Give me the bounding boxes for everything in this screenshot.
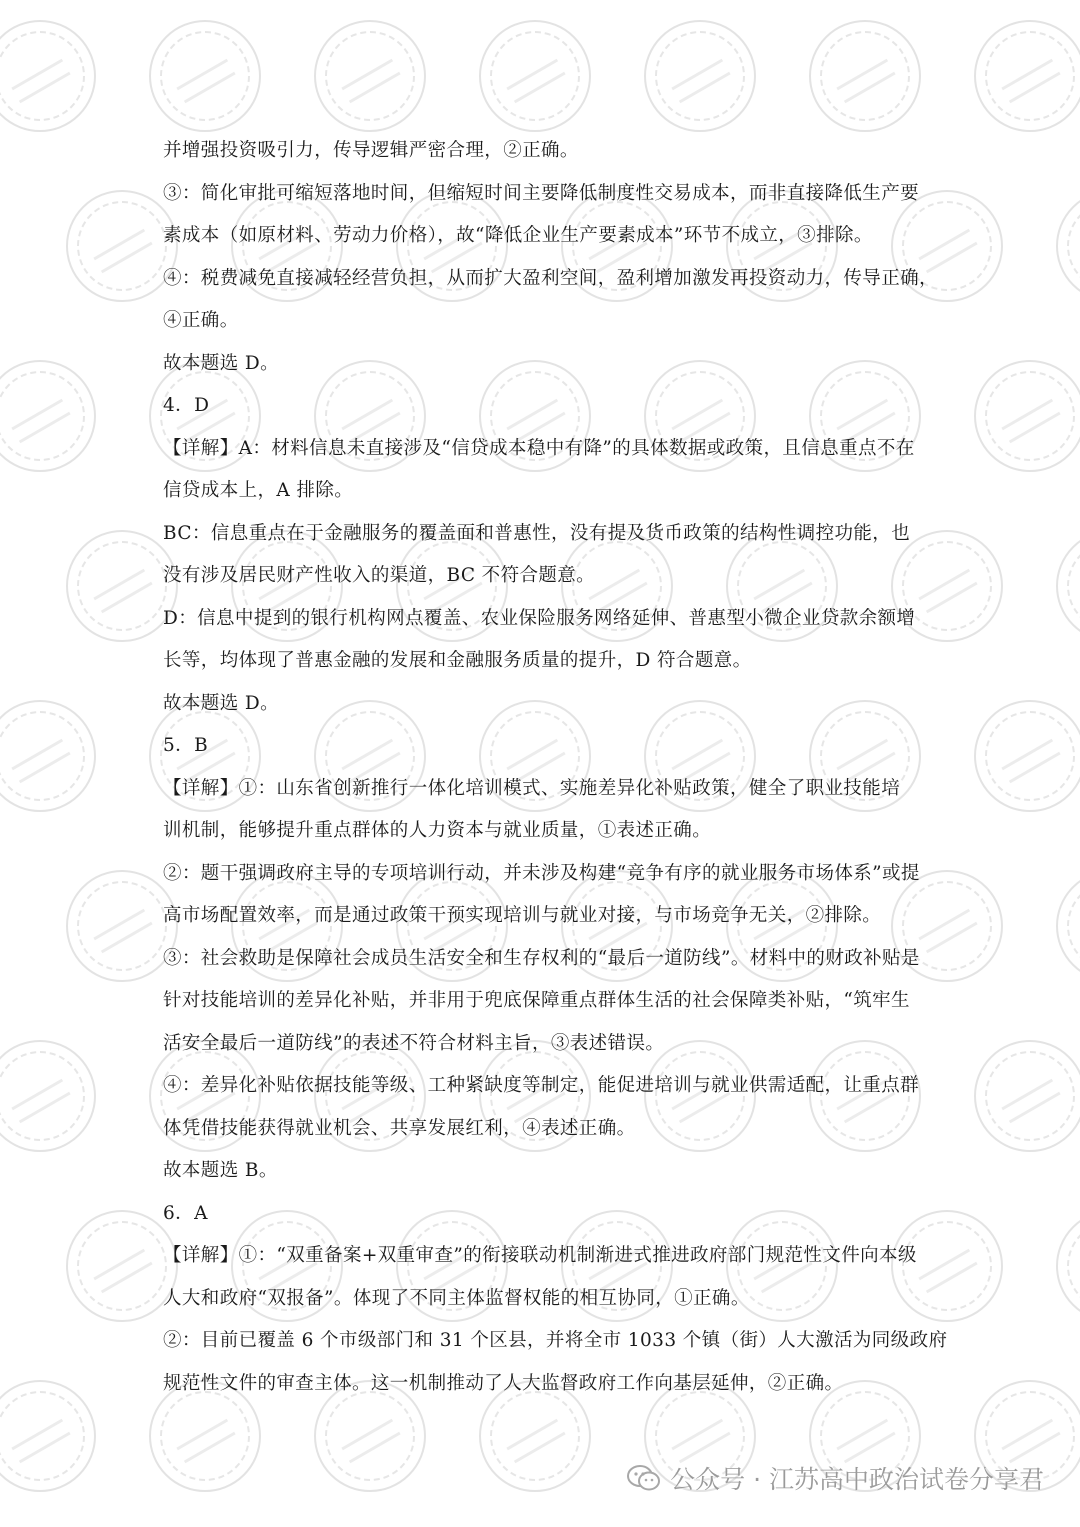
seal-stamp-icon: [1056, 870, 1080, 982]
text-line: ②：目前已覆盖 6 个市级部门和 31 个区县，并将全市 1033 个镇（街）人大激活为同级政府: [163, 1330, 948, 1351]
text-line: 故本题选 D。: [163, 352, 280, 374]
seal-stamp-icon: [974, 700, 1080, 812]
seal-stamp-icon: [644, 20, 756, 132]
text-line: 故本题选 B。: [163, 1160, 278, 1181]
text-line: 素成本（如原材料、劳动力价格），故“降低企业生产要素成本”环节不成立，③排除。: [163, 225, 873, 246]
seal-stamp-icon: [149, 20, 261, 132]
text-line: ④：差异化补贴依据技能等级、工种紧缺度等制定，能促进培训与就业供需适配，让重点群: [163, 1075, 920, 1096]
text-line: ③：简化审批可缩短落地时间，但缩短时间主要降低制度性交易成本，而非直接降低生产要: [163, 182, 920, 204]
text-line: 活安全最后一道防线”的表述不符合材料主旨，③表述错误。: [163, 1032, 665, 1054]
wechat-icon: [626, 1463, 662, 1493]
footer-brand: [626, 1460, 1044, 1496]
text-line: 体凭借技能获得就业机会、共享发展红利，④表述正确。: [163, 1117, 636, 1139]
seal-stamp-icon: [66, 1210, 178, 1322]
seal-stamp-icon: [1056, 1210, 1080, 1322]
text-line: 5．B: [163, 735, 209, 756]
text-line: D：信息中提到的银行机构网点覆盖、农业保险服务网络延伸、普惠型小微企业贷款余额增: [163, 607, 916, 629]
text-line: 4．D: [163, 395, 210, 416]
seal-stamp-icon: [0, 20, 96, 132]
text-line: 长等，均体现了普惠金融的发展和金融服务质量的提升，D 符合题意。: [163, 650, 752, 671]
text-line: 【详解】①：“双重备案+双重审查”的衔接联动机制渐进式推进政府部门规范性文件向本级: [163, 1245, 917, 1266]
text-line: ②：题干强调政府主导的专项培训行动，并未涉及构建“竞争有序的就业服务市场体系”或提: [163, 862, 920, 884]
text-line: 【详解】A：材料信息未直接涉及“信贷成本稳中有降”的具体数据或政策，且信息重点不在: [163, 437, 915, 459]
text-line: ④正确。: [163, 310, 239, 331]
text-line: 训机制，能够提升重点群体的人力资本与就业质量，①表述正确。: [163, 820, 712, 841]
text-line: 【详解】①：山东省创新推行一体化培训模式、实施差异化补贴政策，健全了职业技能培: [163, 777, 901, 799]
text-line: 针对技能培训的差异化补贴，并非用于兜底保障重点群体生活的社会保障类补贴，“筑牢生: [163, 990, 910, 1011]
seal-stamp-icon: [66, 870, 178, 982]
seal-stamp-icon: [479, 20, 591, 132]
text-line: 人大和政府“双报备”。体现了不同主体监督权能的相互协同，①正确。: [163, 1287, 750, 1309]
seal-stamp-icon: [974, 360, 1080, 472]
text-line: 信贷成本上，A 排除。: [163, 480, 354, 501]
seal-stamp-icon: [809, 20, 921, 132]
seal-stamp-icon: [974, 20, 1080, 132]
seal-stamp-icon: [66, 190, 178, 302]
text-line: 规范性文件的审查主体。这一机制推动了人大监督政府工作向基层延伸，②正确。: [163, 1372, 844, 1394]
seal-stamp-icon: [974, 1040, 1080, 1152]
seal-stamp-icon: [1056, 190, 1080, 302]
answer-explanation-document: [163, 136, 948, 1411]
text-line: BC：信息重点在于金融服务的覆盖面和普惠性，没有提及货币政策的结构性调控功能，也: [163, 522, 911, 544]
text-line: 没有涉及居民财产性收入的渠道，BC 不符合题意。: [163, 565, 596, 586]
seal-stamp-icon: [1056, 530, 1080, 642]
seal-stamp-icon: [0, 700, 96, 812]
text-line: 高市场配置效率，而是通过政策干预实现培训与就业对接，与市场竞争无关，②排除。: [163, 905, 882, 926]
text-line: 6．A: [163, 1202, 208, 1224]
text-line: 故本题选 D。: [163, 692, 280, 714]
text-line: 并增强投资吸引力，传导逻辑严密合理，②正确。: [163, 140, 579, 161]
seal-stamp-icon: [0, 1380, 96, 1492]
seal-stamp-icon: [0, 360, 96, 472]
seal-stamp-icon: [314, 20, 426, 132]
text-line: ③：社会救助是保障社会成员生活安全和生存权利的“最后一道防线”。材料中的财政补贴是: [163, 947, 920, 969]
footer-brand-label: 公众号 · 江苏高中政治试卷分享君: [670, 1465, 1044, 1494]
seal-stamp-icon: [0, 1040, 96, 1152]
text-line: ④：税费减免直接减轻经营负担，从而扩大盈利空间，盈利增加激发再投资动力，传导正确，: [163, 267, 938, 289]
seal-stamp-icon: [66, 530, 178, 642]
